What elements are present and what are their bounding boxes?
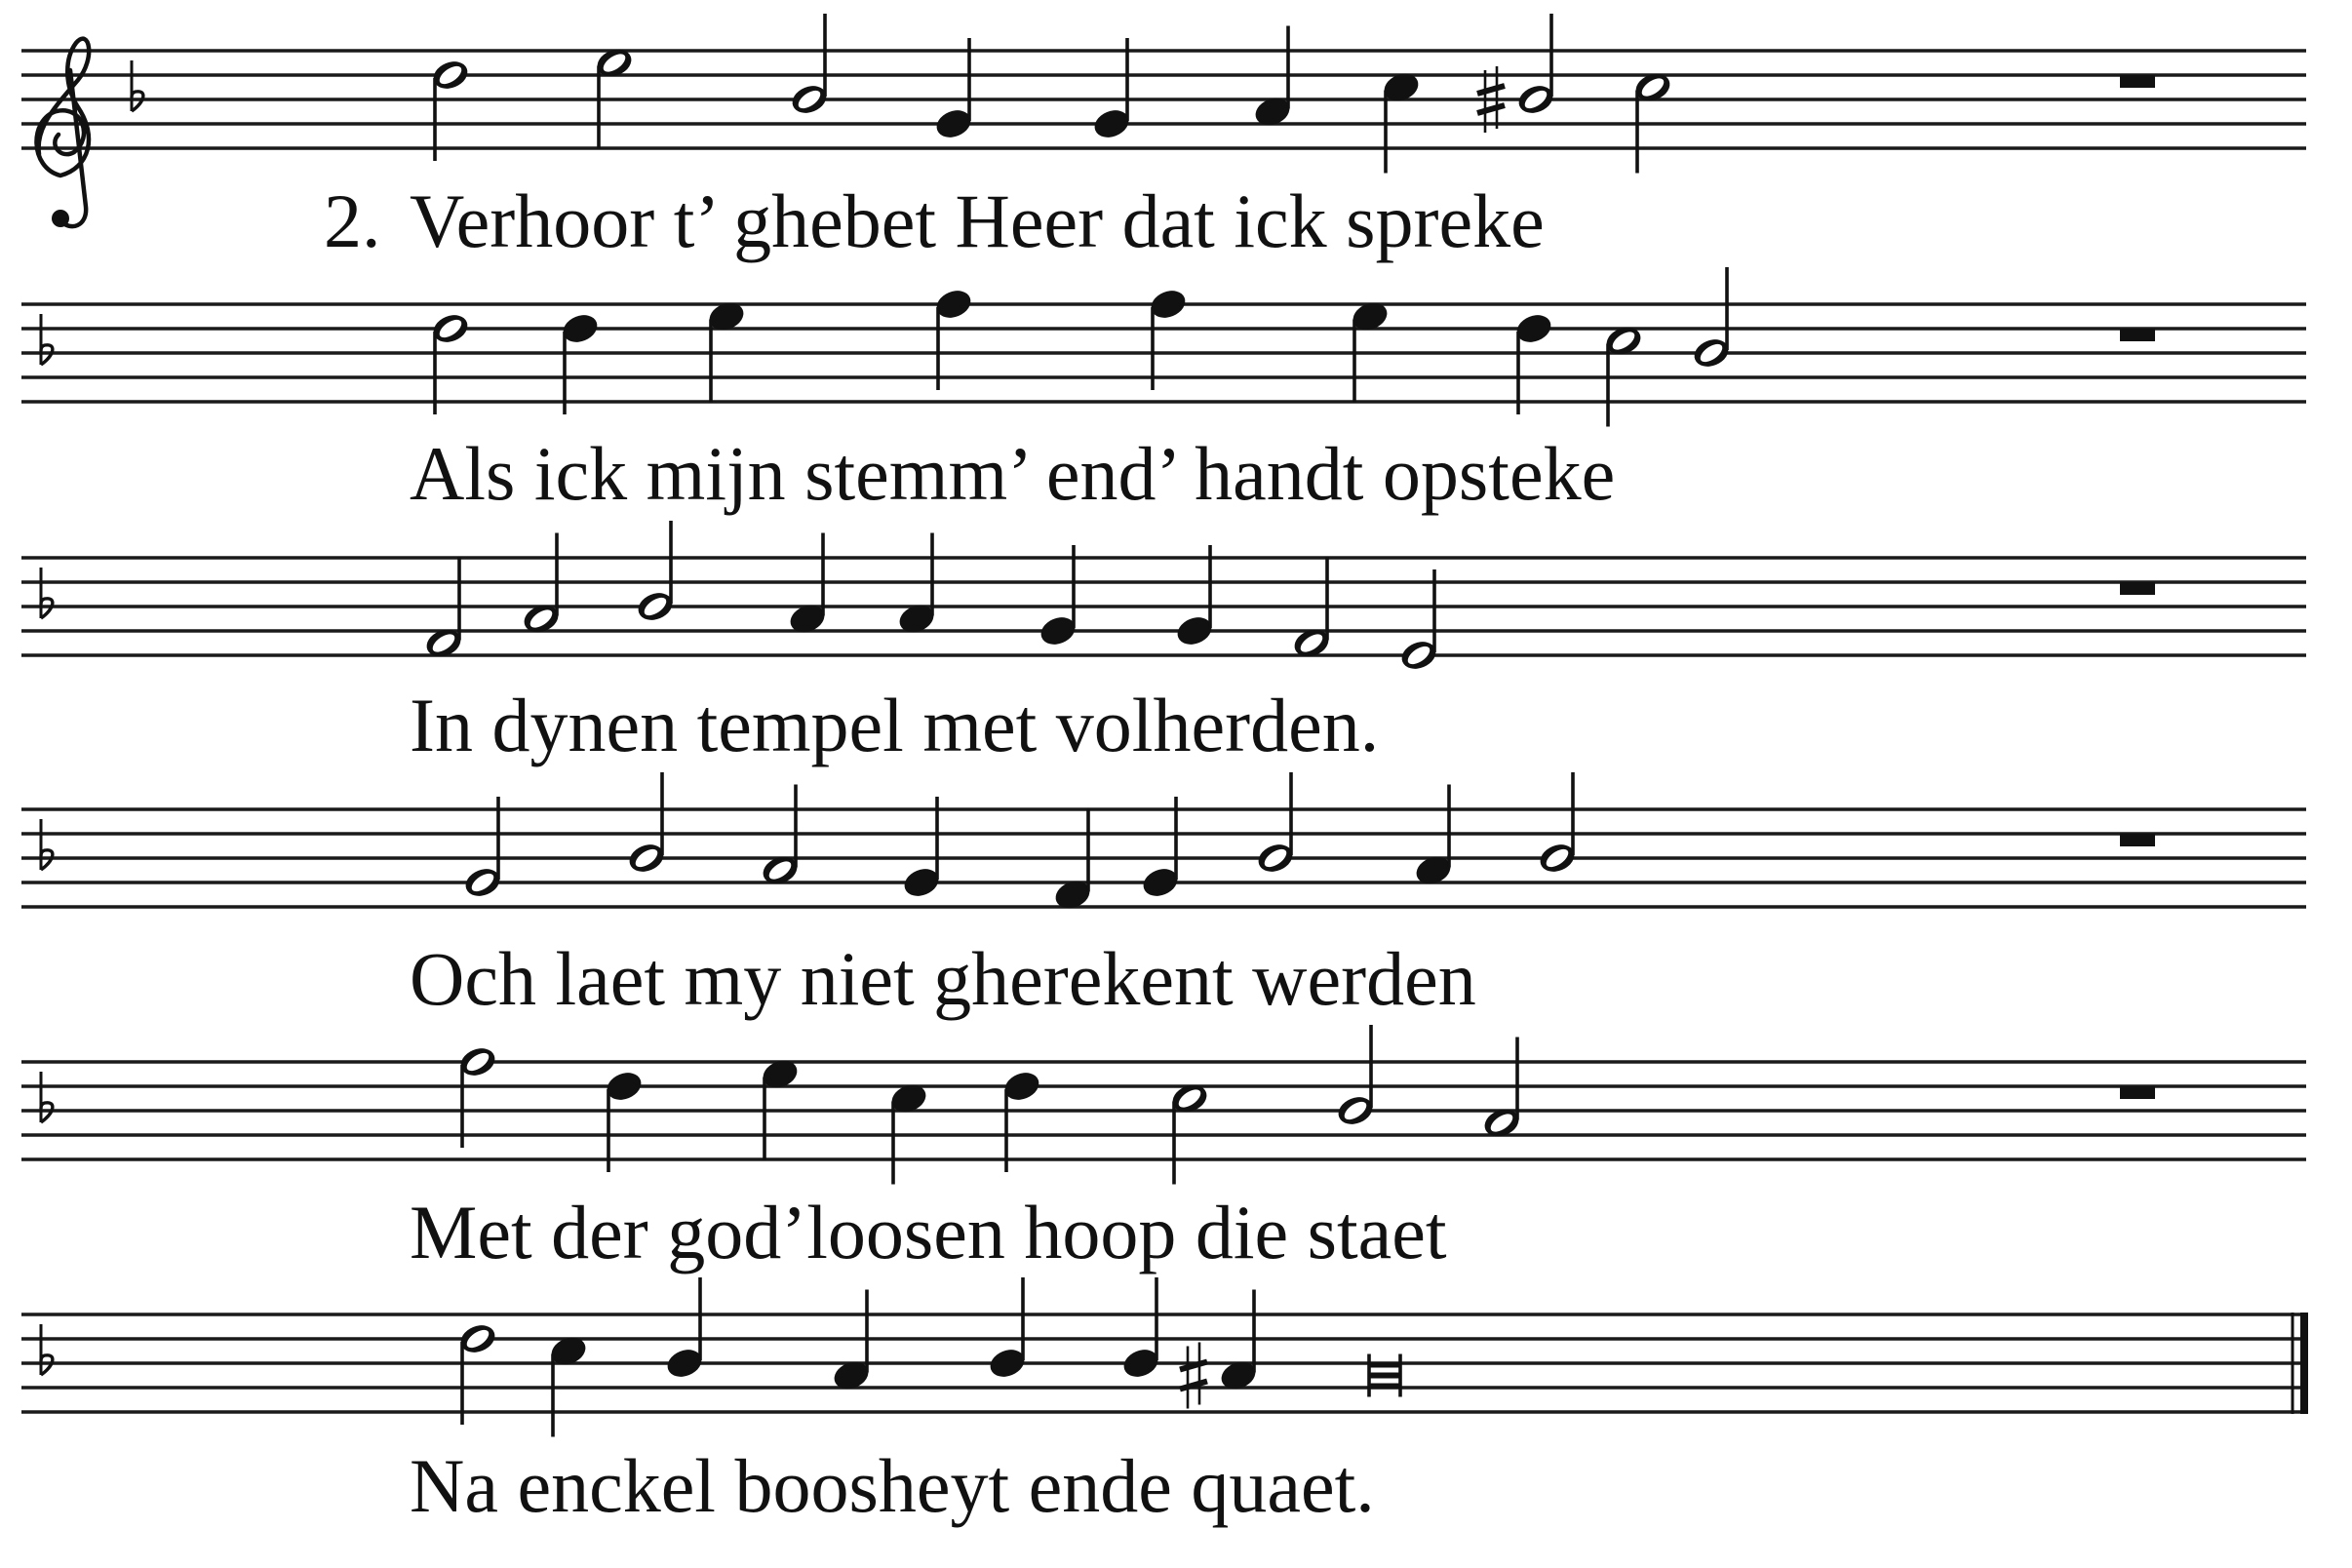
lyric-line: Na enckel boosheyt ende quaet. [410,1443,1375,1528]
breve-note-icon [1369,1354,1400,1397]
note [429,57,471,161]
note [1380,69,1422,174]
note [887,1080,929,1185]
note [547,1333,589,1437]
note [625,772,667,877]
note [1369,1354,1400,1397]
note [1631,69,1673,174]
note [759,785,801,889]
note [830,1290,872,1394]
staff-system [21,521,2306,674]
note [1147,286,1189,390]
note [759,1056,801,1160]
note [603,1068,645,1172]
note [932,286,974,390]
key-signature-flat-icon [41,314,53,365]
note [1690,267,1732,372]
note [634,521,676,625]
note [705,298,747,403]
note [1119,1277,1161,1382]
verse-number: 2. [324,178,381,263]
half-rest-icon [2120,1086,2155,1099]
note [456,1320,498,1425]
note [1602,323,1644,427]
note [1139,797,1181,901]
note [520,533,562,638]
note [900,797,942,901]
key-signature-flat-icon [41,819,53,870]
note [1254,772,1296,877]
lyric-line: Als ick mijn stemm’ end’ handt opsteke [410,431,1616,516]
note [1090,38,1132,142]
lyric-line: Verhoor t’ ghebet Heer dat ick spreke [410,178,1545,263]
half-rest-icon [2120,75,2155,88]
key-signature-flat-icon [132,60,143,111]
note [559,310,601,414]
note [1000,1068,1042,1172]
note [456,1043,498,1148]
note [1173,545,1215,649]
note [1349,298,1391,403]
note [1334,1025,1376,1129]
note [1290,558,1332,662]
note [1480,1038,1522,1142]
note [1412,785,1454,889]
note [1051,809,1093,914]
staff-system [21,772,2306,913]
note [1536,772,1578,877]
note [786,533,828,638]
staff-system [21,1277,2308,1437]
lyric-line: Och laet my niet gherekent werden [410,936,1476,1021]
half-rest-icon [2120,834,2155,846]
note [986,1277,1028,1382]
note [461,797,503,901]
lyric-line: Met der god’loosen hoop die staet [410,1190,1447,1274]
note [663,1277,705,1382]
note [895,533,937,638]
sharp-icon [1180,1343,1207,1409]
treble-clef-icon [36,39,89,227]
note [1180,1290,1260,1409]
note [429,310,471,414]
note [1251,26,1293,131]
key-signature-flat-icon [41,1072,53,1122]
lyric-line: In dynen tempel met volherden. [410,683,1380,767]
note [932,38,974,142]
key-signature-flat-icon [41,1324,53,1375]
half-rest-icon [2120,582,2155,595]
half-rest-icon [2120,329,2155,341]
note [1037,545,1078,649]
key-signature-flat-icon [41,568,53,618]
staff-system [21,267,2306,427]
note [1512,310,1554,414]
note [422,558,464,662]
note [593,45,635,149]
note [1477,14,1557,133]
note [1397,569,1439,674]
note [1168,1080,1210,1185]
staff-system [21,1025,2306,1185]
note [788,14,830,118]
